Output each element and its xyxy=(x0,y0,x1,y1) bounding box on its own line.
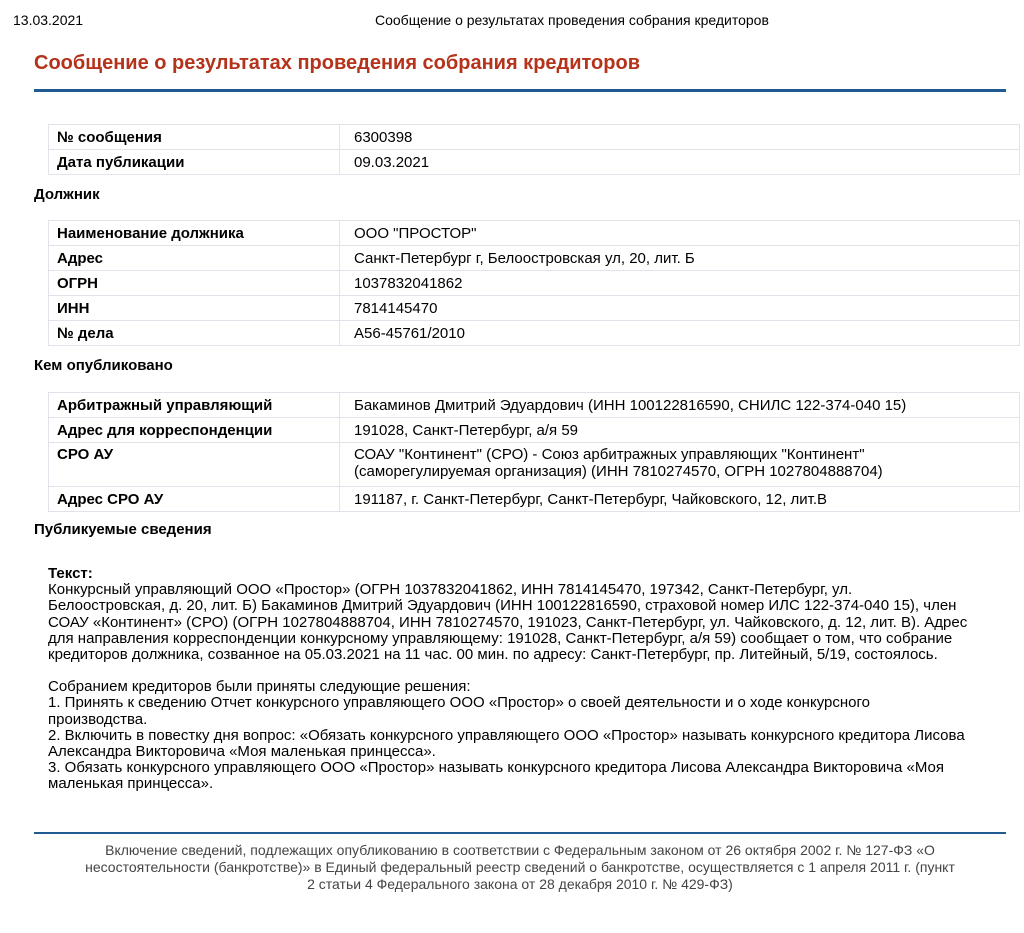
text-line: 1. Принять к сведению Отчет конкурсного управляющего ООО «Простор» о своей деятельности и о ходе конкурсного xyxy=(48,694,870,712)
message-text xyxy=(48,566,1008,793)
field-label: Адрес для корреспонденции xyxy=(49,418,340,443)
field-value: 191187, г. Санкт-Петербург, Санкт-Петербург, Чайковского, 12, лит.В xyxy=(340,487,1020,512)
text-line: маленькая принцесса». xyxy=(48,775,214,793)
field-value: 6300398 xyxy=(340,125,1020,150)
field-label: Наименование должника xyxy=(49,221,340,246)
text-line: Собранием кредиторов были приняты следующие решения: xyxy=(48,678,471,696)
section-title-publisher: Кем опубликовано xyxy=(34,357,173,374)
text-label: Текст: xyxy=(48,565,93,582)
field-label: Адрес xyxy=(49,246,340,271)
table-row xyxy=(49,125,1020,150)
field-label: СРО АУ xyxy=(49,443,340,487)
text-line: для направления корреспонденции конкурсному управляющему: 191028, Санкт-Петербург, а/я 59) сообщает о том, что собрание xyxy=(48,629,953,647)
field-value: 09.03.2021 xyxy=(340,150,1020,175)
section-title-debtor: Должник xyxy=(34,186,100,203)
table-row xyxy=(49,443,1020,487)
message-info-table xyxy=(48,124,1020,175)
table-row xyxy=(49,221,1020,246)
footer-line: несостоятельности (банкротстве)» в Единый федеральный реестр сведений о банкротстве, осуществляется с 1 апреля 2011 г. (пункт xyxy=(85,859,955,875)
print-date: 13.03.2021 xyxy=(13,12,84,28)
table-row xyxy=(49,150,1020,175)
text-line: Белоостровская, д. 20, лит. Б) Бакаминов Дмитрий Эдуардович (ИНН 100122816590, страховой номер ИЛС 122-374-040 15), член xyxy=(48,597,957,615)
value-line: (саморегулируемая организация) (ИНН 7810274570, ОГРН 1027804888704) xyxy=(354,463,883,480)
field-value: 7814145470 xyxy=(340,296,1020,321)
field-label: Арбитражный управляющий xyxy=(49,393,340,418)
table-row xyxy=(49,271,1020,296)
field-label: Дата публикации xyxy=(49,150,340,175)
table-row xyxy=(49,393,1020,418)
field-value: Бакаминов Дмитрий Эдуардович (ИНН 100122816590, СНИЛС 122-374-040 15) xyxy=(340,393,1020,418)
table-row xyxy=(49,296,1020,321)
field-value: Санкт-Петербург г, Белоостровская ул, 20, лит. Б xyxy=(340,246,1020,271)
field-label: № сообщения xyxy=(49,125,340,150)
value-line: СОАУ "Континент" (СРО) - Союз арбитражных управляющих "Континент" xyxy=(354,446,865,463)
field-label: Адрес СРО АУ xyxy=(49,487,340,512)
field-value xyxy=(340,443,1020,487)
table-row xyxy=(49,418,1020,443)
text-line: кредиторов должника, созванное на 05.03.2021 на 11 час. 00 мин. по адресу: Санкт-Петербург, пр. Литейный, 5/19, состоялось. xyxy=(48,646,938,664)
legal-footer xyxy=(34,842,1006,893)
title-divider xyxy=(34,89,1006,92)
text-line: Конкурсный управляющий ООО «Простор» (ОГРН 1037832041862, ИНН 7814145470, 197342, Санкт-Петербург, ул. xyxy=(48,581,853,599)
footer-line: Включение сведений, подлежащих опубликованию в соответствии с Федеральным законом от 26 октября 2002 г. № 127-ФЗ «О xyxy=(105,842,935,858)
footer-divider xyxy=(34,832,1006,834)
field-label: ОГРН xyxy=(49,271,340,296)
table-row xyxy=(49,487,1020,512)
text-line: Александра Викторовича «Моя маленькая принцесса». xyxy=(48,743,436,761)
publisher-table xyxy=(48,392,1020,512)
text-line: производства. xyxy=(48,710,148,728)
page-title: Сообщение о результатах проведения собрания кредиторов xyxy=(34,52,640,74)
text-line: 3. Обязать конкурсного управляющего ООО «Простор» называть конкурсного кредитора Лисова Александра Викторовича «Моя xyxy=(48,759,944,777)
field-value: А56-45761/2010 xyxy=(340,321,1020,346)
field-value: ООО "ПРОСТОР" xyxy=(340,221,1020,246)
print-title: Сообщение о результатах проведения собрания кредиторов xyxy=(375,12,769,28)
text-line: СОАУ «Континент» (СРО) (ОГРН 1027804888704, ИНН 7810274570, 191023, Санкт-Петербург, ул. Чайковского, д. 12, лит. В). Адрес xyxy=(48,613,968,631)
field-value: 191028, Санкт-Петербург, а/я 59 xyxy=(340,418,1020,443)
text-line: 2. Включить в повестку дня вопрос: «Обязать конкурсного управляющего ООО «Простор» называть конкурсного кредитора Лисова xyxy=(48,726,965,744)
footer-line: 2 статьи 4 Федерального закона от 28 декабря 2010 г. № 429-ФЗ) xyxy=(307,876,733,892)
debtor-table xyxy=(48,220,1020,346)
table-row xyxy=(49,246,1020,271)
print-header xyxy=(0,12,1024,30)
section-title-published-info: Публикуемые сведения xyxy=(34,521,212,538)
table-row xyxy=(49,321,1020,346)
field-value: 1037832041862 xyxy=(340,271,1020,296)
field-label: № дела xyxy=(49,321,340,346)
field-label: ИНН xyxy=(49,296,340,321)
